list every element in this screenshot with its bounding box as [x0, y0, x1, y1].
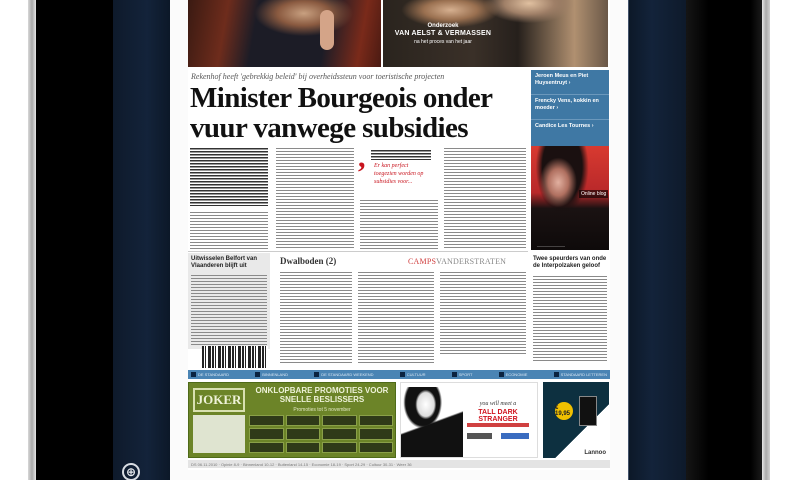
- tablet-bezel-right: [686, 0, 762, 480]
- tablet-bezel-left: [36, 0, 113, 480]
- nav-item[interactable]: [191, 372, 229, 377]
- book-cover: [579, 396, 597, 426]
- barcode: [202, 346, 268, 368]
- nav-square-icon: [400, 372, 405, 377]
- section-divider: [188, 251, 528, 252]
- nav-item[interactable]: [554, 372, 607, 377]
- lead-intro-text: [190, 148, 268, 206]
- photo-caption: [393, 22, 493, 46]
- brand-gray: VANDERSTRATEN: [436, 257, 507, 266]
- lead-body-col2: [276, 148, 354, 250]
- column-title: Dwalboden (2): [280, 256, 337, 266]
- lead-kicker: Rekenhof heeft 'gebrekkig beleid' bij overheidssteun voor toeristische projecten: [191, 72, 445, 81]
- teaser-item[interactable]: Jeroen Meus en Piet Huysentruyt ›: [531, 70, 609, 95]
- page-footer: DS 06.11.2010 · Opinie 8-9 · Binnenland 10-12 · Buitenland 14-15 · Economie 18-19 · Sport 24-29 · Cultuur 30-31 · Weer 36: [188, 460, 610, 468]
- joker-logo: JOKER: [193, 388, 245, 412]
- teaser-label: Jeroen Meus en Piet Huysentruyt: [535, 73, 589, 86]
- ad-book[interactable]: [543, 382, 609, 458]
- movie-sponsor-logos: [467, 433, 529, 439]
- nav-item[interactable]: [499, 372, 528, 377]
- column-text-3: [440, 272, 526, 356]
- lead-body-col3: [360, 200, 438, 250]
- lead-body-col4: [444, 148, 526, 250]
- lead-body-col1: [190, 212, 268, 250]
- brief-right-text: [533, 276, 607, 362]
- ad-movie[interactable]: [400, 382, 538, 458]
- sidebar-photo[interactable]: [531, 146, 609, 250]
- column-brand: [408, 257, 506, 266]
- column-text-1: [280, 272, 352, 364]
- nav-label: CULTUUR: [406, 372, 426, 377]
- teaser-item[interactable]: Frencky Vens, kokkin en moeder ›: [531, 95, 609, 120]
- nav-label: STANDAARD LETTEREN: [560, 372, 607, 377]
- brief-left-text: [191, 275, 267, 345]
- nav-square-icon: [554, 372, 559, 377]
- brief-left-title: Uitwisselen Belfort van Vlaanderen blijft uit: [191, 256, 258, 269]
- lead-headline[interactable]: Minister Bourgeois onder vuur vanwege subsidies: [190, 82, 492, 144]
- nav-item[interactable]: [452, 372, 473, 377]
- section-nav-bar: [188, 370, 610, 379]
- movie-date-bar: [467, 423, 529, 427]
- nav-label: BINNENLAND: [262, 372, 289, 377]
- home-compass-icon[interactable]: ⊕: [122, 463, 140, 480]
- nav-label: ECONOMIE: [505, 372, 528, 377]
- nav-label: DE STANDAARD WEEKEND: [321, 372, 374, 377]
- joker-headline: ONKLOPBARE PROMOTIES VOOR SNELLE BESLISSERS: [255, 386, 389, 404]
- column-text-2: [358, 272, 434, 364]
- caption-kicker: Onderzoek: [427, 23, 459, 29]
- movie-tagline: you will meet a: [479, 401, 517, 407]
- movie-poster-image: [401, 387, 463, 457]
- nav-item[interactable]: [255, 372, 288, 377]
- nav-item[interactable]: [314, 372, 373, 377]
- teaser-label: Frencky Vens, kokkin en moeder: [535, 98, 599, 111]
- quote-mark-icon: ,: [358, 141, 366, 174]
- nav-label: SPORT: [458, 372, 473, 377]
- price-badge: € 19,95: [555, 402, 573, 420]
- nav-square-icon: [452, 372, 457, 377]
- tablet-frame-left: [28, 0, 36, 480]
- photo-tag: Online blog: [581, 191, 607, 197]
- caption-sub: na het proces van het jaar: [414, 39, 472, 45]
- brand-red: CAMPS: [408, 257, 437, 266]
- teaser-item[interactable]: Candice Les Tournes ›: [535, 123, 594, 129]
- pullquote: Er kan perfect toegezien worden op subsidies voor...: [374, 163, 424, 185]
- nav-item[interactable]: [400, 372, 426, 377]
- nav-square-icon: [191, 372, 196, 377]
- photo-caption-line: ———————: [537, 243, 565, 248]
- joker-info-panel: [193, 415, 245, 453]
- top-photo-right[interactable]: [383, 0, 608, 67]
- movie-title: TALL DARK STRANGER: [478, 409, 518, 423]
- caption-title: VAN AELST & VERMASSEN: [394, 30, 492, 37]
- publisher-name: Lannoo: [584, 450, 606, 456]
- teaser-label: Candice Les Tournes: [535, 123, 591, 129]
- nav-label: DE STANDAARD: [198, 372, 230, 377]
- newspaper-page[interactable]: [188, 0, 610, 470]
- screen-margin-left: [113, 0, 170, 480]
- brief-right[interactable]: [531, 254, 609, 366]
- brief-left[interactable]: [188, 253, 270, 349]
- joker-subline: Promoties tot 5 november: [293, 407, 351, 413]
- ad-joker[interactable]: [188, 382, 396, 458]
- tablet-frame-right: [762, 0, 770, 480]
- brief-right-title: Twee speurders van onde de Interpolzaken geloof: [533, 256, 607, 269]
- top-photo-left[interactable]: [188, 0, 381, 67]
- screen-margin-right: [628, 0, 686, 480]
- sidebar-teasers: [531, 70, 609, 146]
- photo-hand: [320, 10, 334, 50]
- joker-offer-grid: [249, 415, 393, 453]
- nav-square-icon: [499, 372, 504, 377]
- nav-square-icon: [255, 372, 260, 377]
- quote-author: [371, 150, 431, 160]
- nav-square-icon: [314, 372, 319, 377]
